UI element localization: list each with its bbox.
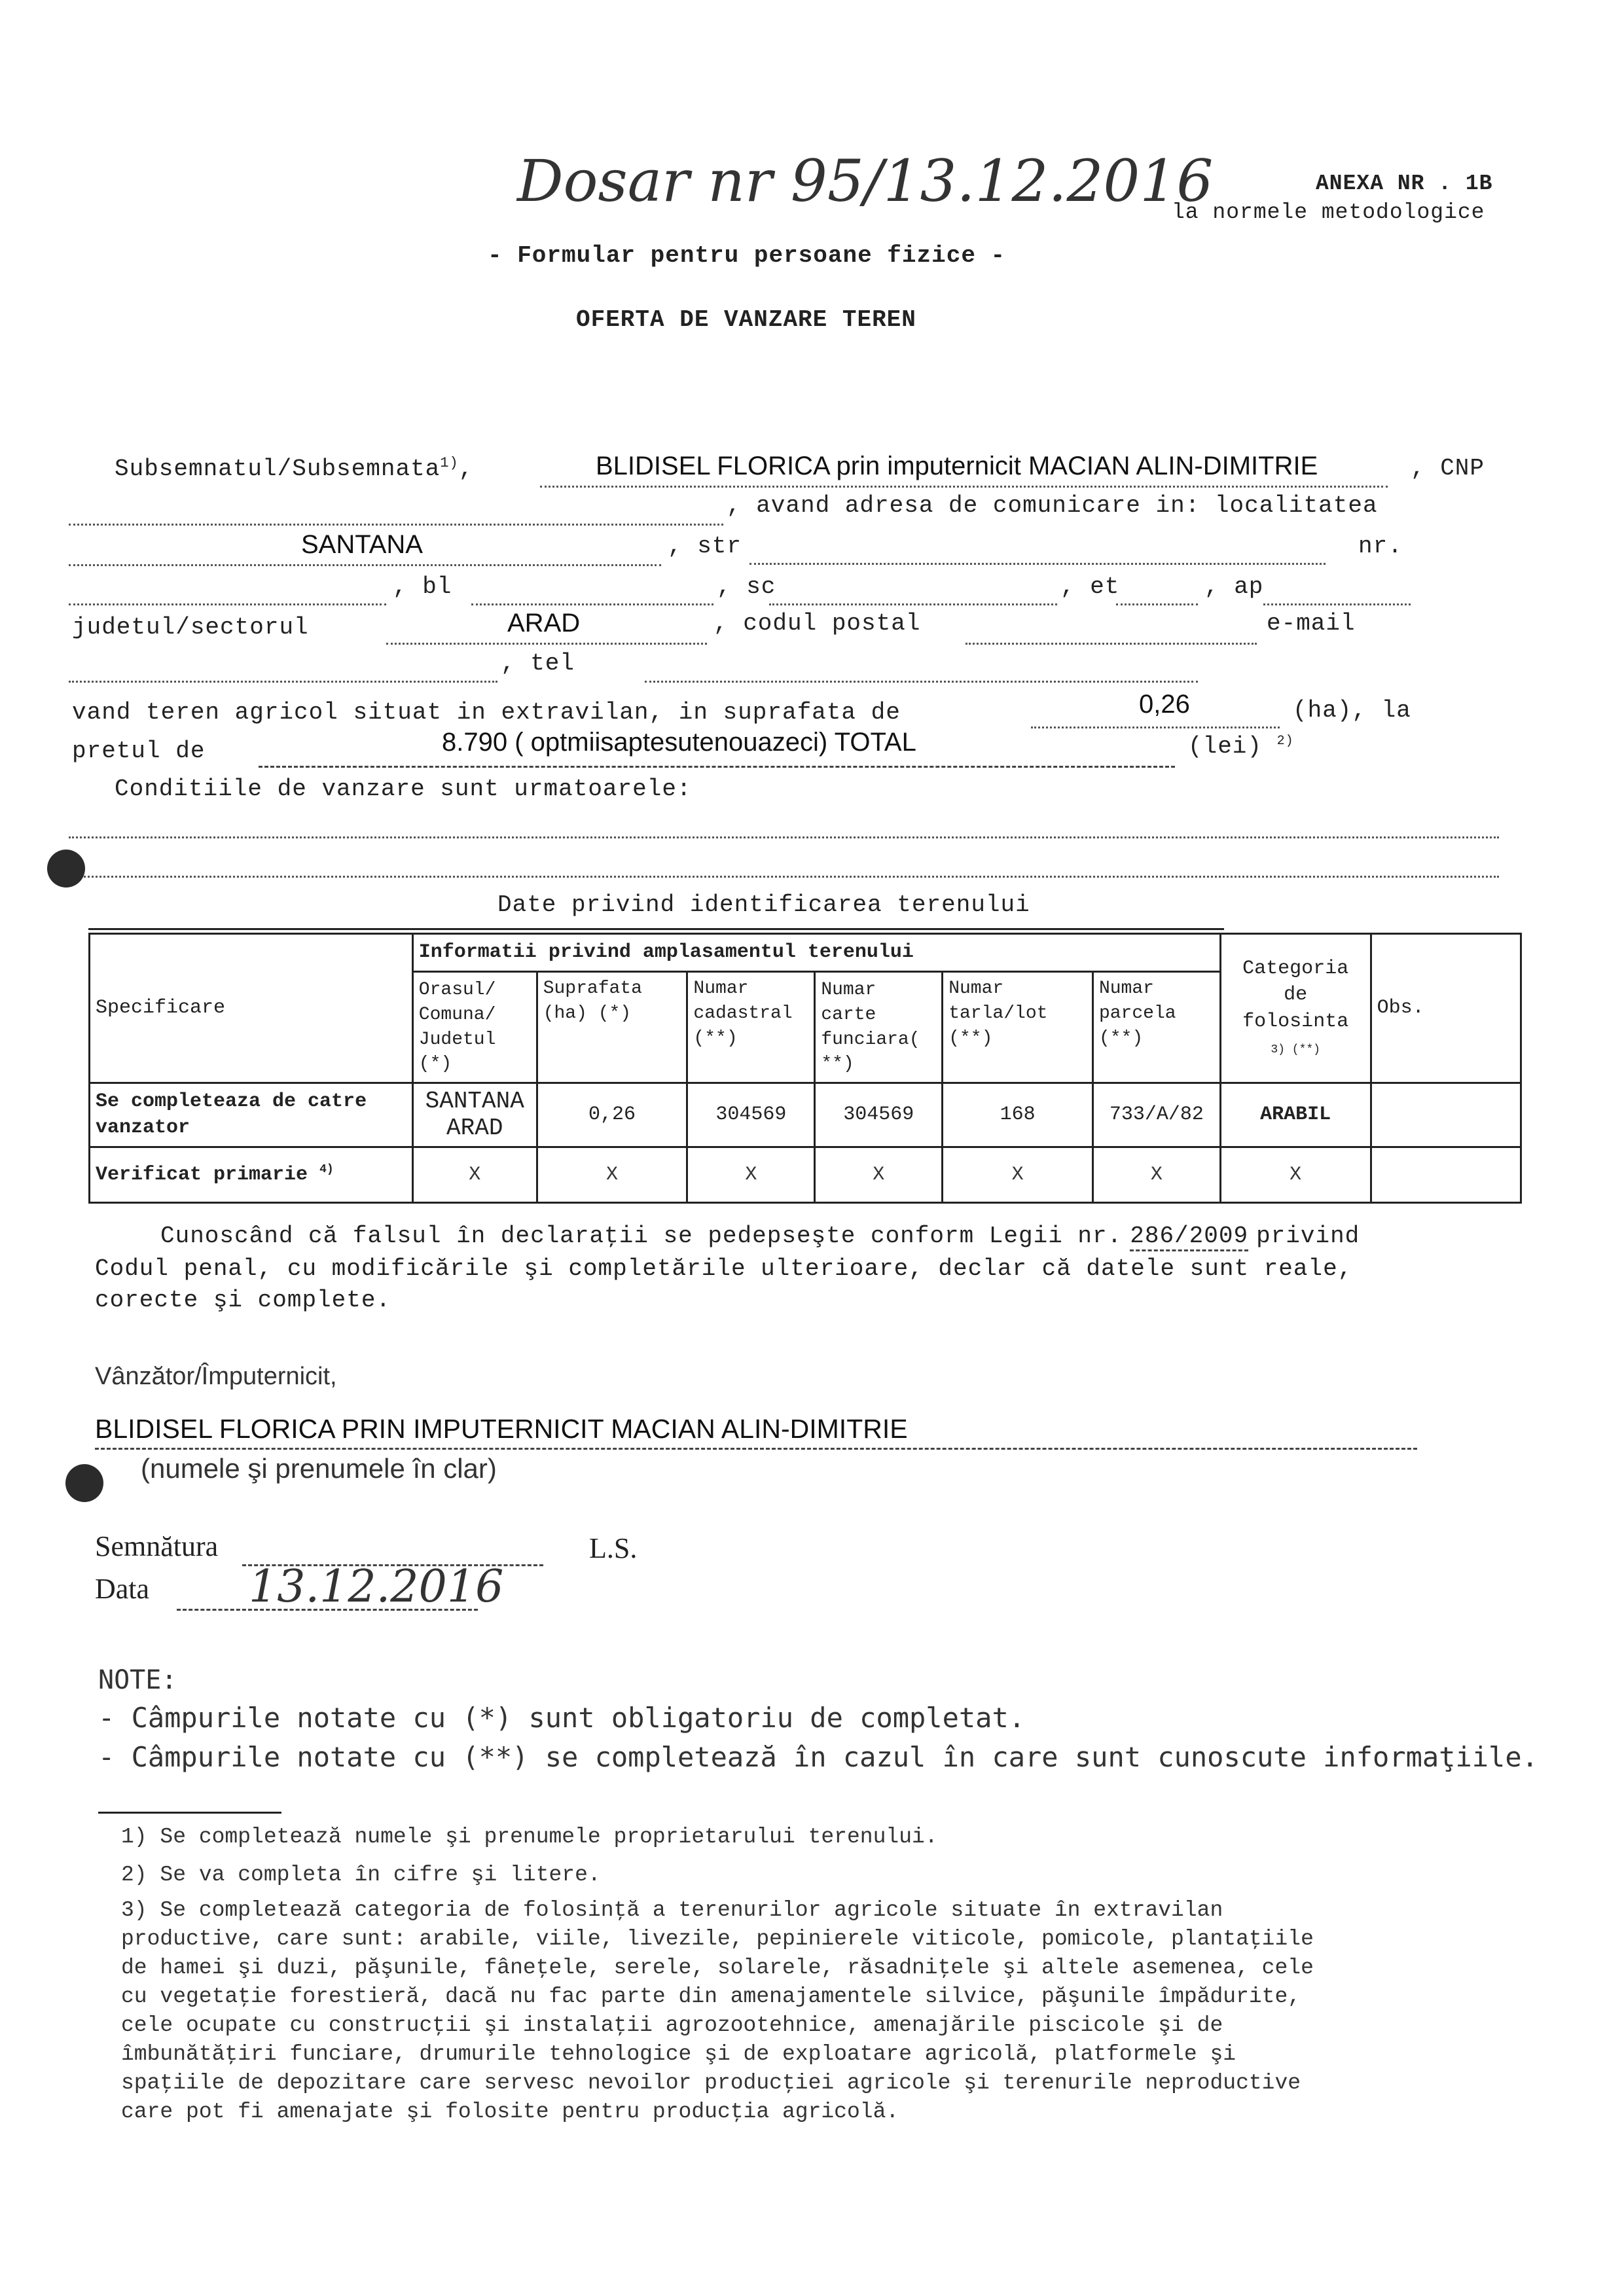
footnote-2: 2) Se va completa în cifre şi litere. bbox=[121, 1863, 601, 1887]
verified-cell-obs bbox=[1371, 1147, 1521, 1202]
price-field: 8.790 ( optmiisaptesutenouazeci) TOTAL bbox=[442, 728, 916, 757]
cell-area: 0,26 bbox=[537, 1083, 687, 1147]
note-required-fields: - Câmpurile notate cu (*) sunt obligatoriu de completat. bbox=[98, 1702, 1026, 1734]
row-label-verified: Verificat primarie $^{4)}$ bbox=[90, 1147, 413, 1202]
col-header-parcel: Numar parcela (**) bbox=[1092, 972, 1220, 1083]
address-label: , avand adresa de comunicare in: localitatea bbox=[727, 492, 1378, 519]
postal-code-underline bbox=[965, 643, 1257, 645]
phone-underline bbox=[645, 681, 1198, 683]
seller-name-underline bbox=[95, 1448, 1417, 1450]
footnote-3-line-1: 3) Se completează categoria de folosinţă a terenurilor agricole situate în extravilan bbox=[121, 1898, 1223, 1922]
phone-label: , tel bbox=[501, 650, 575, 677]
area-field: 0,26 bbox=[1139, 690, 1190, 719]
street-label: , str bbox=[668, 533, 742, 560]
footnote-3-line-2: productive, care sunt: arabile, viile, livezile, pepinierele viticole, pomicole, plantaţiile bbox=[121, 1927, 1314, 1951]
footnote-3-line-3: de hamei şi duzi, păşunile, fâneţele, serele, solarele, răsadniţele şi altele asemenea, cele bbox=[121, 1956, 1314, 1980]
table-top-rule bbox=[88, 928, 1224, 930]
declaration-line-3: corecte şi complete. bbox=[95, 1287, 391, 1314]
conditions-line-2 bbox=[69, 876, 1499, 878]
locality-field: SANTANA bbox=[301, 530, 423, 559]
verified-mark-locality: X bbox=[412, 1147, 537, 1202]
date-line bbox=[177, 1609, 478, 1611]
seller-name-field: BLIDISEL FLORICA PRIN IMPUTERNICIT MACIAN ALIN-DIMITRIE bbox=[95, 1414, 908, 1444]
block-label: , bl bbox=[393, 573, 452, 600]
county-field: ARAD bbox=[507, 609, 581, 637]
cell-category: ARABIL bbox=[1220, 1083, 1371, 1147]
email-underline bbox=[69, 681, 497, 683]
footnote-3-line-5: cele ocupate cu construcţii şi instalaţii agrozootehnice, amenajările piscicole şi de bbox=[121, 2013, 1223, 2037]
col-header-locality: Orasul/ Comuna/ Judetul (*) bbox=[412, 972, 537, 1083]
floor-label: , et bbox=[1060, 573, 1120, 600]
signature-label: Semnătura bbox=[95, 1530, 219, 1562]
undersigned-name-field: BLIDISEL FLORICA prin imputernicit MACIAN ALIN-DIMITRIE bbox=[596, 452, 1318, 480]
date-label: Data bbox=[95, 1573, 150, 1605]
cell-parcel: 733/A/82 bbox=[1092, 1083, 1220, 1147]
law-number: 286/2009 bbox=[1130, 1223, 1248, 1251]
apartment-label: , ap bbox=[1204, 573, 1264, 600]
locality-underline bbox=[69, 564, 661, 566]
verified-mark-parcel: X bbox=[1092, 1147, 1220, 1202]
verified-mark-category: X bbox=[1220, 1147, 1371, 1202]
annex-title: ANEXA NR . 1B bbox=[1316, 171, 1493, 196]
conditions-label: Conditiile de vanzare sunt urmatoarele: bbox=[115, 776, 692, 802]
county-underline bbox=[386, 643, 707, 645]
cell-obs bbox=[1371, 1083, 1521, 1147]
annex-subtitle: la normele metodologice bbox=[1172, 200, 1485, 224]
price-unit-label: (lei) $^{2)}$ bbox=[1188, 733, 1294, 760]
punch-hole-bottom bbox=[65, 1464, 103, 1502]
sale-statement: vand teren agricol situat in extravilan, in suprafata de bbox=[72, 699, 901, 726]
apartment-underline bbox=[1263, 603, 1411, 605]
verified-mark-land-book: X bbox=[815, 1147, 943, 1202]
row-label-seller: Se completeaza de catre vanzator bbox=[90, 1083, 413, 1147]
form-subtitle: - Formular pentru persoane fizice - bbox=[488, 242, 1006, 269]
undersigned-label: Subsemnatul/Subsemnata$^{1)}$, bbox=[115, 455, 474, 482]
email-label: e-mail bbox=[1267, 610, 1356, 637]
col-header-plot: Numar tarla/lot (**) bbox=[943, 972, 1093, 1083]
area-underline bbox=[1031, 726, 1280, 728]
seller-role-label: Vânzător/Împuternicit, bbox=[95, 1363, 337, 1390]
footnote-1: 1) Se completează numele şi prenumele proprietarului terenului. bbox=[121, 1825, 938, 1849]
number-underline bbox=[69, 603, 386, 605]
number-label: nr. bbox=[1358, 533, 1403, 560]
date-field: 13.12.2016 bbox=[249, 1561, 504, 1613]
footnote-rule bbox=[98, 1812, 281, 1814]
punch-hole-top bbox=[47, 850, 85, 888]
col-header-obs: Obs. bbox=[1371, 934, 1521, 1083]
handwritten-registration-number: Dosar nr 95/13.12.2016 bbox=[517, 147, 1214, 215]
col-header-area: Suprafata (ha) (*) bbox=[537, 972, 687, 1083]
verified-mark-plot: X bbox=[943, 1147, 1093, 1202]
land-identification-table bbox=[88, 933, 1522, 1204]
table-caption: Date privind identificarea terenului bbox=[497, 891, 1030, 918]
notes-title: NOTE: bbox=[98, 1665, 177, 1695]
group-header-location: Informatii privind amplasamentul terenului bbox=[412, 934, 1220, 972]
cell-cadastral: 304569 bbox=[687, 1083, 815, 1147]
cnp-underline bbox=[69, 524, 723, 526]
col-header-land-book: Numar carte funciara( **) bbox=[815, 972, 943, 1083]
col-header-cadastral: Numar cadastral (**) bbox=[687, 972, 815, 1083]
block-underline bbox=[471, 603, 713, 605]
footnote-3-line-4: cu vegetaţie forestieră, dacă nu fac parte din amenajamentele silvice, păşunile împădurite, bbox=[121, 1984, 1301, 2009]
cell-locality: SANTANA ARAD bbox=[412, 1083, 537, 1147]
cell-land-book: 304569 bbox=[815, 1083, 943, 1147]
seal-label: L.S. bbox=[589, 1532, 638, 1564]
floor-underline bbox=[1116, 603, 1198, 605]
form-title: OFERTA DE VANZARE TEREN bbox=[576, 306, 916, 333]
verified-mark-cadastral: X bbox=[687, 1147, 815, 1202]
staircase-label: , sc bbox=[717, 573, 776, 600]
street-underline bbox=[749, 563, 1326, 565]
col-header-specificare: Specificare bbox=[90, 934, 413, 1083]
area-unit-label: (ha), la bbox=[1293, 697, 1411, 724]
footnote-3-line-6: îmbunătăţiri funciare, drumurile tehnologice şi de exploatare agricolă, platformele şi bbox=[121, 2042, 1236, 2066]
declaration-line-1: Cunoscând că falsul în declaraţii se pedepseşte conform Legii nr. 286/2009 privind bbox=[160, 1223, 1360, 1249]
table-row-verified bbox=[90, 1147, 1521, 1202]
table-row-seller bbox=[90, 1083, 1521, 1147]
footnote-3-line-8: care pot fi amenajate şi folosite pentru producţia agricolă. bbox=[121, 2100, 899, 2124]
cnp-label: , CNP bbox=[1411, 455, 1485, 482]
col-header-category: Categoria de folosinta 3) (**) bbox=[1220, 934, 1371, 1083]
undersigned-underline bbox=[540, 486, 1388, 488]
price-label: pretul de bbox=[72, 738, 206, 764]
seller-name-hint: (numele şi prenumele în clar) bbox=[141, 1453, 497, 1484]
note-optional-fields: - Câmpurile notate cu (**) se completează în cazul în care sunt cunoscute informaţiile. bbox=[98, 1741, 1538, 1773]
footnote-3-line-7: spaţiile de depozitare care servesc nevoilor producţiei agricole şi terenurile neproductive bbox=[121, 2071, 1301, 2095]
price-underline bbox=[259, 766, 1175, 768]
cell-plot: 168 bbox=[943, 1083, 1093, 1147]
postal-code-label: , codul postal bbox=[713, 610, 921, 637]
verified-mark-area: X bbox=[537, 1147, 687, 1202]
conditions-line-1 bbox=[69, 836, 1499, 838]
declaration-line-2: Codul penal, cu modificările şi completările ulterioare, declar că datele sunt reale, bbox=[95, 1255, 1353, 1282]
staircase-underline bbox=[769, 603, 1057, 605]
county-label: judetul/sectorul bbox=[72, 614, 309, 641]
